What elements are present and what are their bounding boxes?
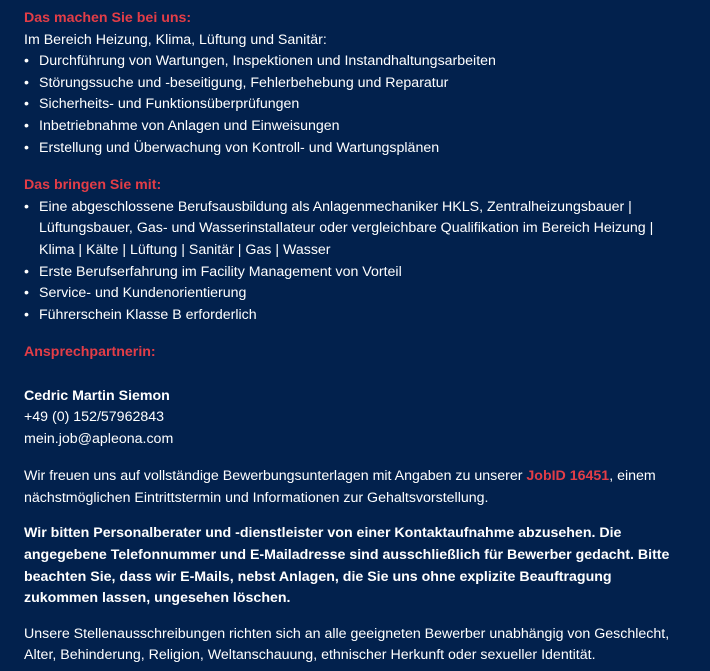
bullet-icon: • bbox=[24, 96, 29, 113]
bullet-icon: • bbox=[24, 285, 29, 302]
tasks-intro: Im Bereich Heizung, Klima, Lüftung und Sanitär: bbox=[24, 31, 327, 48]
contact-phone: +49 (0) 152/57962843 bbox=[24, 409, 165, 426]
list-item: • Durchführung von Wartungen, Inspektionen und Instandhaltungsarbeiten bbox=[24, 51, 686, 73]
list-item: • Service- und Kundenorientierung bbox=[24, 283, 686, 305]
contact-email: mein.job@apleona.com bbox=[24, 430, 174, 447]
tasks-heading: Das machen Sie bei uns: bbox=[24, 10, 192, 26]
bullet-icon: • bbox=[24, 263, 29, 280]
requirements-list bbox=[24, 197, 686, 327]
list-item: • Störungssuche und -beseitigung, Fehlerbehebung und Reparatur bbox=[24, 73, 686, 95]
list-item: • Inbetriebnahme von Anlagen und Einweisungen bbox=[24, 116, 686, 138]
bullet-icon: • bbox=[24, 198, 29, 215]
list-item: • Führerschein Klasse B erforderlich bbox=[24, 305, 686, 327]
contact-heading: Ansprechpartnerin: bbox=[24, 344, 156, 361]
requirements-heading: Das bringen Sie mit: bbox=[24, 177, 162, 194]
list-item: • Erste Berufserfahrung im Facility Management von Vorteil bbox=[24, 262, 686, 284]
list-item: • Sicherheits- und Funktionsüberprüfungen bbox=[24, 94, 686, 116]
contact-name: Cedric Martin Siemon bbox=[24, 387, 170, 404]
bullet-icon: • bbox=[24, 306, 29, 323]
tasks-list bbox=[24, 51, 686, 159]
agency-notice: Wir bitten Personalberater und -dienstleister von einer Kontaktaufnahme abzusehen. Die angegebene Telefonnummer und E-Mailadresse sind ausschließlich für Bewerber gedacht. Bitte beachten Sie, dass wir E-Mails, nebst Anlagen, die Sie uns ohne explizite Beauftragung zukommen lassen, ungesehen löschen. bbox=[24, 525, 670, 607]
list-item: • Erstellung und Überwachung von Kontroll- und Wartungsplänen bbox=[24, 138, 686, 160]
application-paragraph: Wir freuen uns auf vollständige Bewerbungsunterlagen mit Angaben zu unserer JobID 16451, einem nächstmöglichen Eintrittstermin und Informationen zur Gehaltsvorstellung. bbox=[24, 468, 656, 506]
bullet-icon: • bbox=[24, 53, 29, 70]
diversity-statement: Unsere Stellenausschreibungen richten sich an alle geeigneten Bewerber unabhängig von Geschlecht, Alter, Behinderung, Religion, Weltanschauung, ethnischer Herkunft oder sexueller Identität. bbox=[24, 625, 670, 664]
bullet-icon: • bbox=[24, 139, 29, 156]
bullet-icon: • bbox=[24, 117, 29, 134]
jobid-link: JobID 16451 bbox=[526, 468, 610, 485]
list-item: • Eine abgeschlossene Berufsausbildung als Anlagenmechaniker HKLS, Zentralheizungsbauer | Lüftungsbauer, Gas- und Wasserinstallateur oder vergleichbare Qualifikation im Bereich Heizung | Klima | Kälte | Lüftung | Sanitär | Gas | Wasser bbox=[24, 198, 654, 258]
bullet-icon: • bbox=[24, 74, 29, 91]
